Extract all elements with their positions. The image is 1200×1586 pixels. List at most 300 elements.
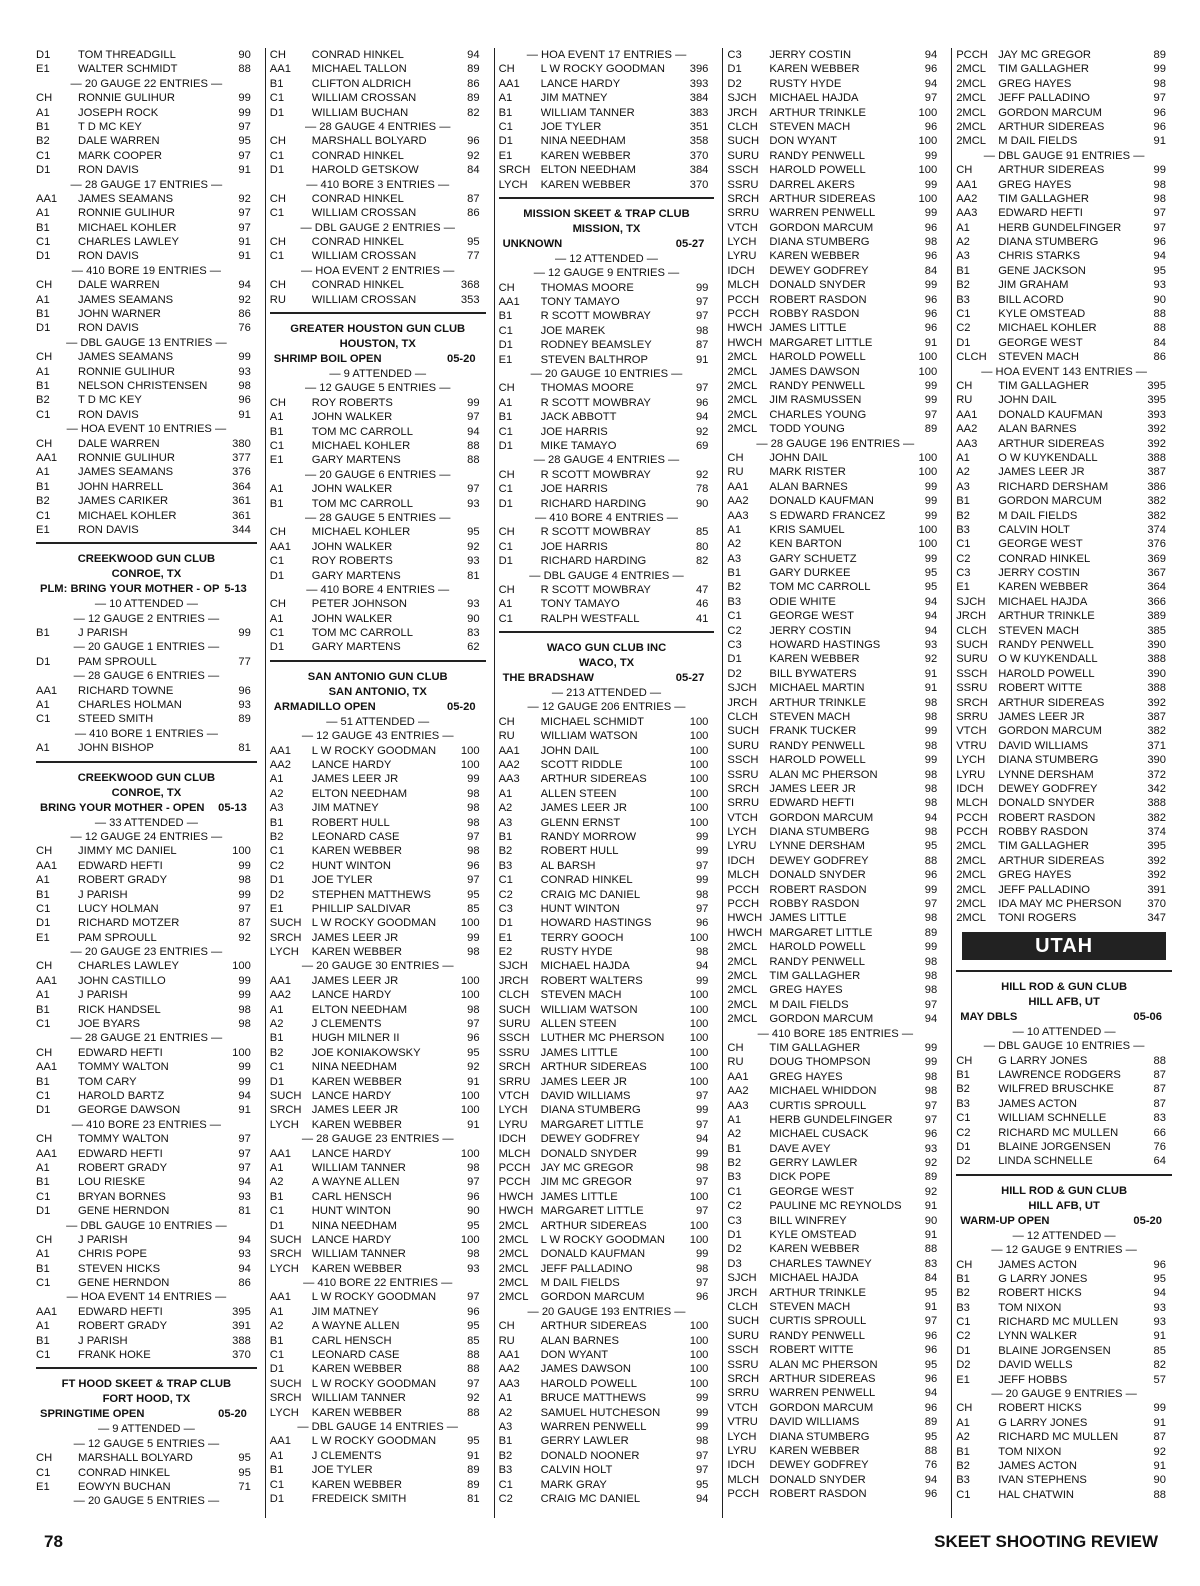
result-row <box>499 381 715 395</box>
class-code: B3 <box>956 1301 970 1314</box>
shooter-name: JAMES DAWSON <box>769 365 860 378</box>
score: 91 <box>238 408 251 421</box>
score: 97 <box>467 411 480 424</box>
result-row <box>36 684 257 698</box>
score: 99 <box>467 931 480 944</box>
class-code: C1 <box>269 555 285 568</box>
shooter-name: GARY MARTENS <box>311 641 401 654</box>
class-code: AA3 <box>727 1099 749 1112</box>
class-code: D1 <box>36 917 51 930</box>
shooter-name: SCOTT RIDDLE <box>540 759 623 772</box>
shooter-name: STEED SMITH <box>78 713 154 726</box>
result-row <box>727 293 943 307</box>
result-row <box>956 77 1172 91</box>
result-row <box>499 1276 715 1290</box>
shooter-name: DONALD KAUFMAN <box>769 495 874 508</box>
result-row <box>36 451 257 465</box>
shooter-name: R SCOTT MOWBRAY <box>540 468 651 481</box>
shooter-name: HAROLD POWELL <box>540 1377 637 1390</box>
shooter-name: TOM CARY <box>78 1075 137 1088</box>
result-row <box>956 307 1172 321</box>
shooter-name: EOWYN BUCHAN <box>78 1480 171 1493</box>
class-code: MLCH <box>498 1147 531 1160</box>
score: 393 <box>689 77 709 90</box>
score: 100 <box>918 365 938 378</box>
class-code: LYCH <box>727 1430 757 1443</box>
score: 92 <box>1153 1445 1166 1458</box>
result-row <box>956 178 1172 192</box>
result-row <box>727 1314 943 1328</box>
class-code: C2 <box>956 1330 971 1343</box>
class-code: D1 <box>269 164 285 177</box>
result-row <box>270 1406 486 1420</box>
result-row <box>956 739 1172 753</box>
shooter-name: ROBERT HULL <box>311 816 390 829</box>
result-row <box>956 652 1172 666</box>
result-row <box>727 1401 943 1415</box>
result-row <box>727 1156 943 1170</box>
shooter-name: HAROLD POWELL <box>998 667 1095 680</box>
class-code: C1 <box>36 1349 51 1362</box>
shooter-name: KAREN WEBBER <box>311 1118 402 1131</box>
result-row <box>956 796 1172 810</box>
class-code: A1 <box>36 365 50 378</box>
class-code: AA1 <box>498 296 520 309</box>
score: 98 <box>924 984 938 997</box>
class-code: C1 <box>727 610 742 623</box>
result-row <box>270 1449 486 1463</box>
class-code: SRCH <box>269 1392 302 1405</box>
shooter-name: IVAN STEPHENS <box>998 1474 1087 1487</box>
shooter-name: A WAYNE ALLEN <box>311 1176 400 1189</box>
result-row <box>727 120 943 134</box>
result-row <box>499 744 715 758</box>
result-row <box>956 1082 1172 1096</box>
result-row <box>956 724 1172 738</box>
shooter-name: JOHN BISHOP <box>78 742 154 755</box>
score: 64 <box>1153 1155 1166 1168</box>
event-subheading: — DBL GAUGE 4 ENTRIES — <box>529 569 684 582</box>
score: 97 <box>238 1133 251 1146</box>
result-row <box>727 1214 943 1228</box>
score: 95 <box>924 1286 938 1299</box>
class-code: SURU <box>727 1329 760 1342</box>
score: 99 <box>238 92 251 105</box>
result-row <box>270 888 486 902</box>
shooter-name: DONALD KAUFMAN <box>540 1248 646 1261</box>
shooter-name: GREG HAYES <box>998 178 1072 191</box>
event-date: 05-20 <box>218 1408 247 1421</box>
shooter-name: EDWARD HEFTI <box>78 859 163 872</box>
shooter-name: JAMES SEAMANS <box>78 466 174 479</box>
score: 96 <box>924 869 938 882</box>
score: 388 <box>232 1334 251 1347</box>
score: 99 <box>695 845 709 858</box>
score: 100 <box>689 1003 709 1016</box>
score: 384 <box>689 164 709 177</box>
shooter-name: A WAYNE ALLEN <box>311 1320 400 1333</box>
score: 88 <box>1153 308 1166 321</box>
class-code: IDCH <box>956 782 984 795</box>
shooter-name: JIM RASMUSSEN <box>769 394 862 407</box>
class-code: B2 <box>727 581 742 594</box>
class-code: SRCH <box>269 1248 302 1261</box>
class-code: D1 <box>269 1363 285 1376</box>
shooter-name: JOHN WALKER <box>311 483 393 496</box>
result-row <box>499 1233 715 1247</box>
shooter-name: CHARLES HOLMAN <box>78 699 182 712</box>
score: 94 <box>238 1090 251 1102</box>
result-row <box>270 945 486 959</box>
result-row <box>270 91 486 105</box>
result-row <box>499 859 715 873</box>
shooter-name: EDWARD HEFTI <box>769 797 855 810</box>
result-row <box>727 523 943 537</box>
class-code: LYRU <box>727 250 757 263</box>
event-line <box>36 801 257 816</box>
result-row <box>727 62 943 76</box>
result-row <box>499 1103 715 1117</box>
score: 94 <box>238 279 251 292</box>
score: 367 <box>1147 567 1166 580</box>
club-header <box>956 1174 1172 1229</box>
shooter-name: ARTHUR SIDEREAS <box>769 192 876 205</box>
result-row <box>727 1228 943 1242</box>
class-code: SSRU <box>956 682 988 695</box>
class-code: A2 <box>956 1431 970 1444</box>
score: 99 <box>238 989 251 1002</box>
score: 99 <box>238 351 251 364</box>
result-row <box>499 482 715 496</box>
event-subheading: — 20 GAUGE 23 ENTRIES — <box>70 946 223 959</box>
shooter-name: DIANA STUMBERG <box>769 1430 870 1443</box>
score: 100 <box>689 1334 709 1347</box>
class-code: AA1 <box>269 1435 291 1448</box>
shooter-name: TOM MC CARROLL <box>311 425 413 438</box>
score: 99 <box>238 859 251 872</box>
result-row <box>956 1445 1172 1459</box>
class-code: D2 <box>956 1359 971 1372</box>
shooter-name: JAMES ACTON <box>998 1097 1077 1110</box>
result-row <box>727 1300 943 1314</box>
shooter-name: HAROLD POWELL <box>769 754 866 767</box>
shooter-name: JOHN DAIL <box>998 394 1057 407</box>
shooter-name: JOHN WALKER <box>311 612 393 625</box>
score: 96 <box>924 1128 938 1141</box>
club-header <box>36 542 257 597</box>
class-code: A3 <box>498 1420 513 1433</box>
score: 89 <box>924 926 938 939</box>
score: 89 <box>467 1478 480 1491</box>
shooter-name: WILLIAM CROSSAN <box>311 207 417 220</box>
score: 99 <box>924 207 938 220</box>
shooter-name: TODD YOUNG <box>769 423 845 436</box>
class-code: VTCH <box>727 221 758 234</box>
event-subheading: — 12 GAUGE 5 ENTRIES — <box>73 1437 220 1450</box>
class-code: D1 <box>36 49 51 61</box>
shooter-name: MICHAEL MARTIN <box>769 682 865 695</box>
class-code: PCCH <box>727 293 760 306</box>
score: 92 <box>695 425 709 438</box>
result-row <box>727 249 943 263</box>
score: 88 <box>1153 1488 1166 1501</box>
class-code: VTCH <box>498 1090 530 1102</box>
shooter-name: WILLIAM BUCHAN <box>311 106 409 119</box>
score: 99 <box>1153 63 1166 76</box>
shooter-name: KAREN WEBBER <box>769 63 860 76</box>
class-code: CH <box>498 715 515 728</box>
shooter-name: BILL WINFREY <box>769 1214 847 1227</box>
score: 99 <box>924 379 938 392</box>
class-code: D1 <box>269 641 285 654</box>
score: 97 <box>695 1464 709 1477</box>
score: 94 <box>924 624 938 637</box>
class-code: SUCH <box>727 725 760 738</box>
shooter-name: RICHARD MOTZER <box>78 917 180 930</box>
class-code: SSRU <box>727 768 759 781</box>
shooter-name: CALVIN HOLT <box>540 1464 613 1477</box>
score: 353 <box>460 293 480 306</box>
result-row <box>727 1329 943 1343</box>
event-subheading: — 20 GAUGE 9 ENTRIES — <box>991 1388 1137 1401</box>
shooter-name: ALAN MC PHERSON <box>769 1358 878 1371</box>
result-row <box>36 278 257 292</box>
result-row <box>727 1444 943 1458</box>
score: 94 <box>695 411 709 424</box>
shooter-name: JIM MATNEY <box>311 1305 379 1318</box>
event-name: MAY DBLS <box>960 1010 1018 1023</box>
score: 100 <box>689 1018 709 1031</box>
class-code: D1 <box>498 339 513 352</box>
result-row <box>36 249 257 263</box>
result-row <box>499 844 715 858</box>
score: 98 <box>924 696 938 709</box>
shooter-name: RANDY PENWELL <box>769 379 865 392</box>
event-subheading: — HOA EVENT 17 ENTRIES — <box>526 49 687 61</box>
result-row <box>727 1142 943 1156</box>
shooter-name: J PARISH <box>78 627 128 640</box>
shooter-name: TONI ROGERS <box>998 912 1077 925</box>
shooter-name: JAMES CARIKER <box>78 495 169 508</box>
shooter-name: DONALD KAUFMAN <box>998 408 1103 421</box>
shooter-name: BRUCE MATTHEWS <box>540 1392 647 1405</box>
result-row <box>956 451 1172 465</box>
result-row <box>727 940 943 954</box>
event-subheading: — 28 GAUGE 196 ENTRIES — <box>756 437 915 450</box>
result-row <box>36 1247 257 1261</box>
result-row <box>270 1089 486 1103</box>
event-subheading: — 28 GAUGE 21 ENTRIES — <box>70 1032 223 1045</box>
class-code: B1 <box>498 310 513 323</box>
class-code: SRRU <box>498 1075 531 1088</box>
shooter-name: RICHARD HARDING <box>540 497 647 510</box>
score: 100 <box>689 931 709 944</box>
score: 91 <box>924 667 938 680</box>
result-row <box>270 1161 486 1175</box>
result-row <box>499 974 715 988</box>
result-row <box>727 609 943 623</box>
class-code: AA1 <box>36 1061 58 1074</box>
shooter-name: WALTER SCHMIDT <box>78 63 178 76</box>
score: 99 <box>238 1061 251 1074</box>
result-row <box>36 1132 257 1146</box>
event-subheading: — 213 ATTENDED — <box>551 687 662 700</box>
score: 98 <box>1153 77 1166 90</box>
shooter-name: DONALD SNYDER <box>769 869 866 882</box>
shooter-name: GARY DURKEE <box>769 567 851 580</box>
result-row <box>499 163 715 177</box>
result-row <box>270 1362 486 1376</box>
shooter-name: JAMES LEER JR <box>998 710 1085 723</box>
event-subheading: — 410 BORE 3 ENTRIES — <box>306 178 450 191</box>
score: 371 <box>1147 739 1166 752</box>
result-row <box>270 1103 486 1117</box>
score: 100 <box>689 1320 709 1333</box>
score: 100 <box>689 1061 709 1074</box>
shooter-name: JAMES SEAMANS <box>78 192 174 205</box>
score: 97 <box>695 1176 709 1189</box>
result-row <box>499 1434 715 1448</box>
class-code: JRCH <box>727 696 758 709</box>
shooter-name: RALPH WESTFALL <box>540 612 640 625</box>
shooter-name: MICHAEL SCHMIDT <box>540 715 644 728</box>
score: 364 <box>232 480 251 493</box>
score: 99 <box>695 830 709 843</box>
result-row <box>727 897 943 911</box>
event-subheading: — 33 ATTENDED — <box>94 816 198 829</box>
shooter-name: STEVEN MACH <box>998 624 1079 637</box>
result-row <box>36 393 257 407</box>
class-code: RU <box>498 730 515 743</box>
event-subheading: — 410 BORE 4 ENTRIES — <box>306 583 450 596</box>
score: 94 <box>695 1133 709 1146</box>
class-code: C1 <box>956 1112 971 1125</box>
shooter-name: GREG HAYES <box>998 77 1072 90</box>
score: 93 <box>924 1142 938 1155</box>
shooter-name: ARTHUR TRINKLE <box>769 1286 866 1299</box>
shooter-name: BLAINE JORGENSEN <box>998 1344 1111 1357</box>
event-line <box>956 1214 1172 1229</box>
event-date: 05-13 <box>218 801 247 814</box>
class-code: B3 <box>956 1097 970 1110</box>
shooter-name: MICHAEL KOHLER <box>78 509 177 522</box>
score: 391 <box>232 1320 251 1333</box>
shooter-name: KAREN WEBBER <box>311 1363 402 1376</box>
score: 97 <box>695 296 709 309</box>
shooter-name: DIANA STUMBERG <box>769 826 870 839</box>
shooter-name: TOM MC CARROLL <box>311 627 413 640</box>
score: 396 <box>689 63 709 76</box>
score: 94 <box>238 1233 251 1246</box>
result-row <box>956 62 1172 76</box>
class-code: A1 <box>36 742 50 755</box>
shooter-name: DEWEY GODFREY <box>998 782 1098 795</box>
score: 87 <box>695 339 709 352</box>
shooter-name: GEORGE WEST <box>998 538 1083 551</box>
class-code: SRCH <box>956 696 988 709</box>
shooter-name: DAVID WELLS <box>998 1359 1073 1372</box>
shooter-name: HAROLD GETSKOW <box>311 164 419 177</box>
score: 92 <box>467 540 480 553</box>
class-code: A1 <box>36 699 50 712</box>
event-line <box>270 352 486 367</box>
class-code: C1 <box>36 408 51 421</box>
result-row <box>956 480 1172 494</box>
shooter-name: WILLIAM CROSSAN <box>311 92 417 105</box>
score: 100 <box>918 106 938 119</box>
shooter-name: STEVEN MACH <box>998 351 1079 364</box>
event-subheading: — 28 GAUGE 5 ENTRIES — <box>304 511 451 524</box>
result-row <box>270 801 486 815</box>
shooter-name: CONRAD HINKEL <box>78 1466 171 1479</box>
score: 98 <box>467 802 480 815</box>
result-row <box>727 1286 943 1300</box>
score: 98 <box>924 782 938 795</box>
class-code: AA2 <box>269 759 291 772</box>
shooter-name: CHRIS STARKS <box>998 250 1081 263</box>
shooter-name: CHARLES LAWLEY <box>78 960 179 973</box>
shooter-name: LOU RIESKE <box>78 1176 146 1189</box>
score: 98 <box>467 845 480 858</box>
class-code: A3 <box>269 802 284 815</box>
class-code: E1 <box>269 454 284 467</box>
shooter-name: GORDON MARCUM <box>998 495 1102 508</box>
shooter-name: CHRIS POPE <box>78 1248 148 1261</box>
result-row <box>270 1305 486 1319</box>
shooter-name: RON DAVIS <box>78 523 139 536</box>
score: 97 <box>467 483 480 496</box>
score: 91 <box>238 1104 251 1117</box>
score: 88 <box>238 63 251 76</box>
shooter-name: BILL BYWATERS <box>769 667 857 680</box>
class-code: SUCH <box>498 1003 531 1016</box>
shooter-name: DOUG THOMPSON <box>769 1056 871 1069</box>
shooter-name: JEFF PALLADINO <box>540 1262 633 1275</box>
result-row <box>727 537 943 551</box>
club-header <box>499 197 715 252</box>
result-row <box>36 379 257 393</box>
shooter-name: JOHN HARRELL <box>78 480 164 493</box>
shooter-name: FREDEICK SMITH <box>311 1492 407 1505</box>
class-code: B2 <box>498 845 513 858</box>
result-row <box>499 396 715 410</box>
event-subheading: — 12 GAUGE 9 ENTRIES — <box>533 267 680 280</box>
class-code: A1 <box>36 106 50 119</box>
result-row <box>727 566 943 580</box>
shooter-name: WILLIAM WATSON <box>540 730 638 743</box>
results-columns <box>36 48 1172 1518</box>
score: 92 <box>238 192 251 205</box>
class-code: B1 <box>727 1142 742 1155</box>
shooter-name: RICHARD MC MULLEN <box>998 1126 1119 1139</box>
result-row <box>727 552 943 566</box>
result-row <box>727 883 943 897</box>
club-name: HILL ROD & GUN CLUB <box>1001 1184 1128 1197</box>
score: 376 <box>1147 538 1166 551</box>
class-code: D1 <box>956 1344 971 1357</box>
shooter-name: GORDON MARCUM <box>540 1291 645 1304</box>
shooter-name: JAMES LEER JR <box>540 1075 628 1088</box>
score: 369 <box>1147 552 1166 565</box>
score: 92 <box>238 931 251 944</box>
shooter-name: DALE WARREN <box>78 135 160 148</box>
shooter-name: LYNN WALKER <box>998 1330 1078 1343</box>
class-code: B3 <box>727 1171 742 1184</box>
score: 87 <box>1153 1069 1166 1081</box>
score: 100 <box>460 1104 480 1117</box>
score: 97 <box>695 1277 709 1290</box>
event-subheading: — 28 GAUGE 4 ENTRIES — <box>533 454 680 467</box>
